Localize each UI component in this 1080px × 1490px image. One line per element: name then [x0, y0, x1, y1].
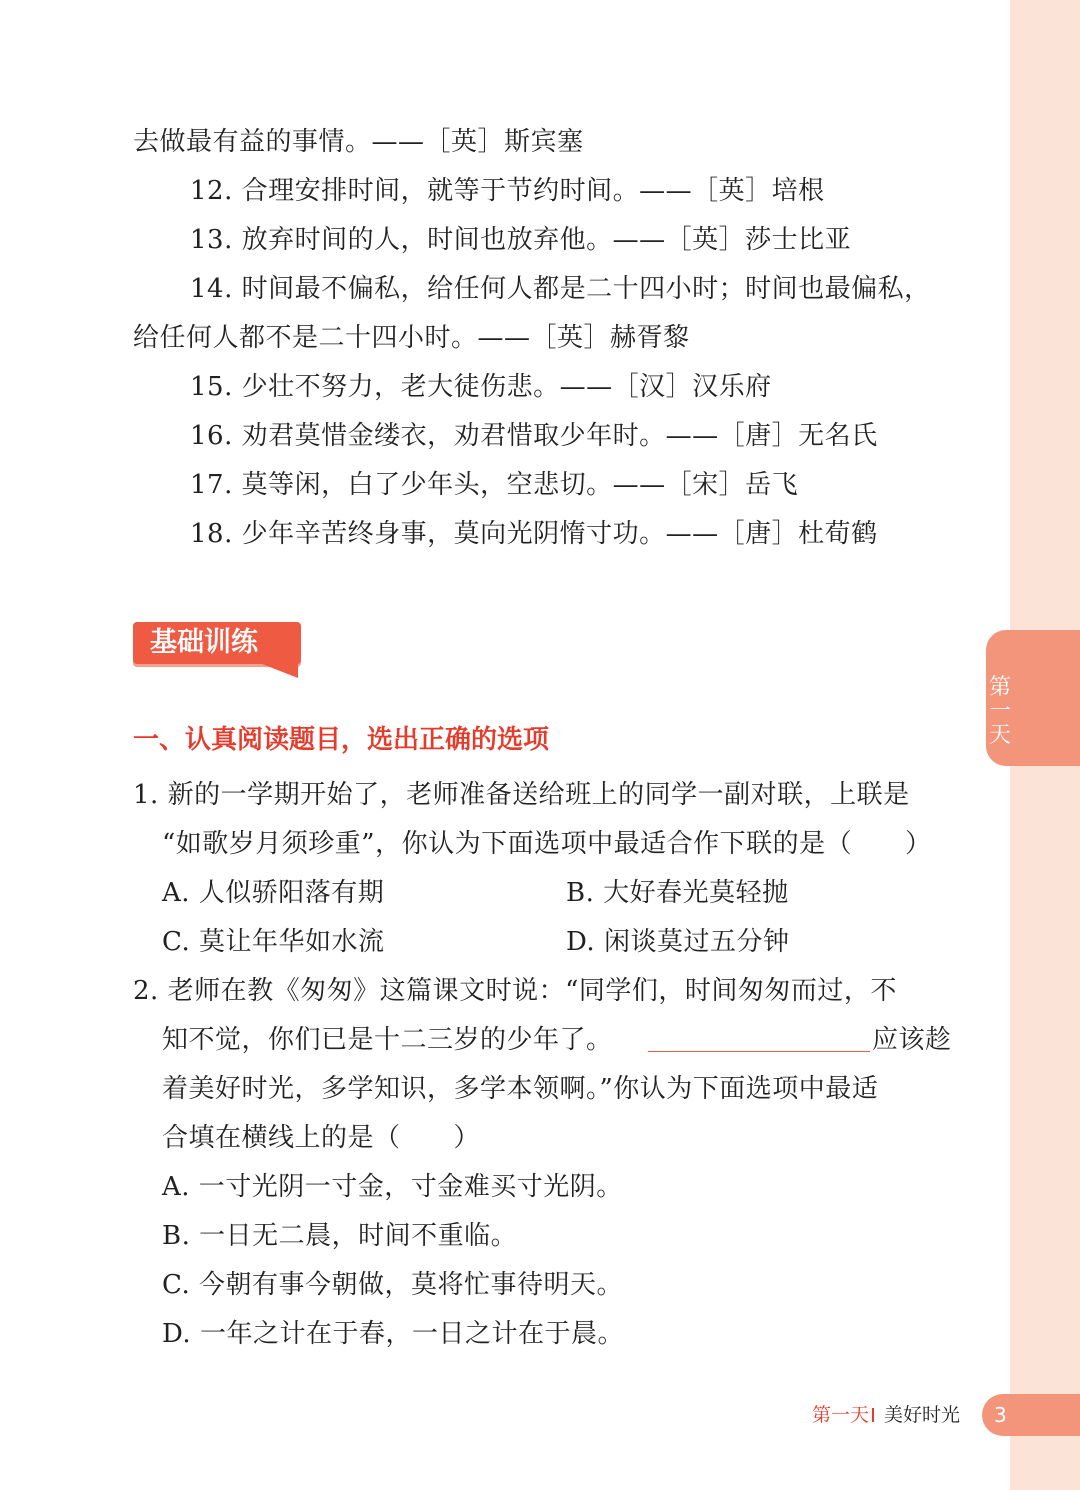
question-2-option-d: D. 一年之计在于春，一日之计在于晨。 [162, 1319, 624, 1349]
quote-line: 13. 放弃时间的人，时间也放弃他。——［英］莎士比亚 [190, 225, 852, 255]
quote-line: 去做最有益的事情。——［英］斯宾塞 [133, 127, 584, 157]
question-2-option-a: A. 一寸光阴一寸金，寸金难买寸光阴。 [162, 1172, 623, 1202]
section-badge-tail [262, 664, 298, 678]
question-2-option-b: B. 一日无二晨，时间不重临。 [162, 1221, 518, 1251]
question-1-option-b: B. 大好春光莫轻抛 [566, 878, 789, 908]
section-badge-label: 基础训练 [150, 627, 258, 658]
question-1-option-c: C. 莫让年华如水流 [162, 927, 385, 957]
question-2-option-c: C. 今朝有事今朝做，莫将忙事待明天。 [162, 1270, 623, 1300]
page-number: 3 [994, 1403, 1007, 1427]
chapter-side-tab-label: 第 一 天 [988, 675, 1011, 748]
footer-chapter: 第一天 [812, 1404, 870, 1426]
footer-title: 美好时光 [884, 1404, 961, 1426]
question-1-option-d: D. 闲谈莫过五分钟 [566, 927, 790, 957]
question-2-line: 合填在横线上的是（ ） [162, 1123, 481, 1153]
quote-line: 12. 合理安排时间，就等于节约时间。——［英］培根 [190, 176, 825, 206]
question-2-line: 着美好时光，多学知识，多学本领啊。”你认为下面选项中最适 [162, 1074, 879, 1104]
fill-in-blank [648, 1051, 870, 1052]
question-1-line: 1. 新的一学期开始了，老师准备送给班上的同学一副对联，上联是 [133, 780, 910, 810]
quote-line: 17. 莫等闲，白了少年头，空悲切。——［宋］岳飞 [190, 470, 799, 500]
question-2-line: 应该趁 [872, 1025, 952, 1055]
quote-line: 15. 少壮不努力，老大徒伤悲。——［汉］汉乐府 [190, 372, 772, 402]
quote-line: 16. 劝君莫惜金缕衣，劝君惜取少年时。——［唐］无名氏 [190, 421, 878, 451]
quote-line: 18. 少年辛苦终身事，莫向光阴惰寸功。——［唐］杜荀鹤 [190, 519, 878, 549]
question-2-line: 知不觉，你们已是十二三岁的少年了。 [162, 1025, 613, 1055]
footer-separator [872, 1408, 874, 1422]
quote-line: 给任何人都不是二十四小时。——［英］赫胥黎 [133, 323, 690, 353]
question-2-line: 2. 老师在教《匆匆》这篇课文时说：“同学们，时间匆匆而过，不 [133, 976, 897, 1006]
exercise-section-title: 一、认真阅读题目，选出正确的选项 [133, 725, 550, 755]
question-1-line: “如歌岁月须珍重”，你认为下面选项中最适合作下联的是（ ） [162, 829, 932, 859]
quote-line: 14. 时间最不偏私，给任何人都是二十四小时；时间也最偏私， [190, 274, 931, 304]
question-1-option-a: A. 人似骄阳落有期 [162, 878, 385, 908]
